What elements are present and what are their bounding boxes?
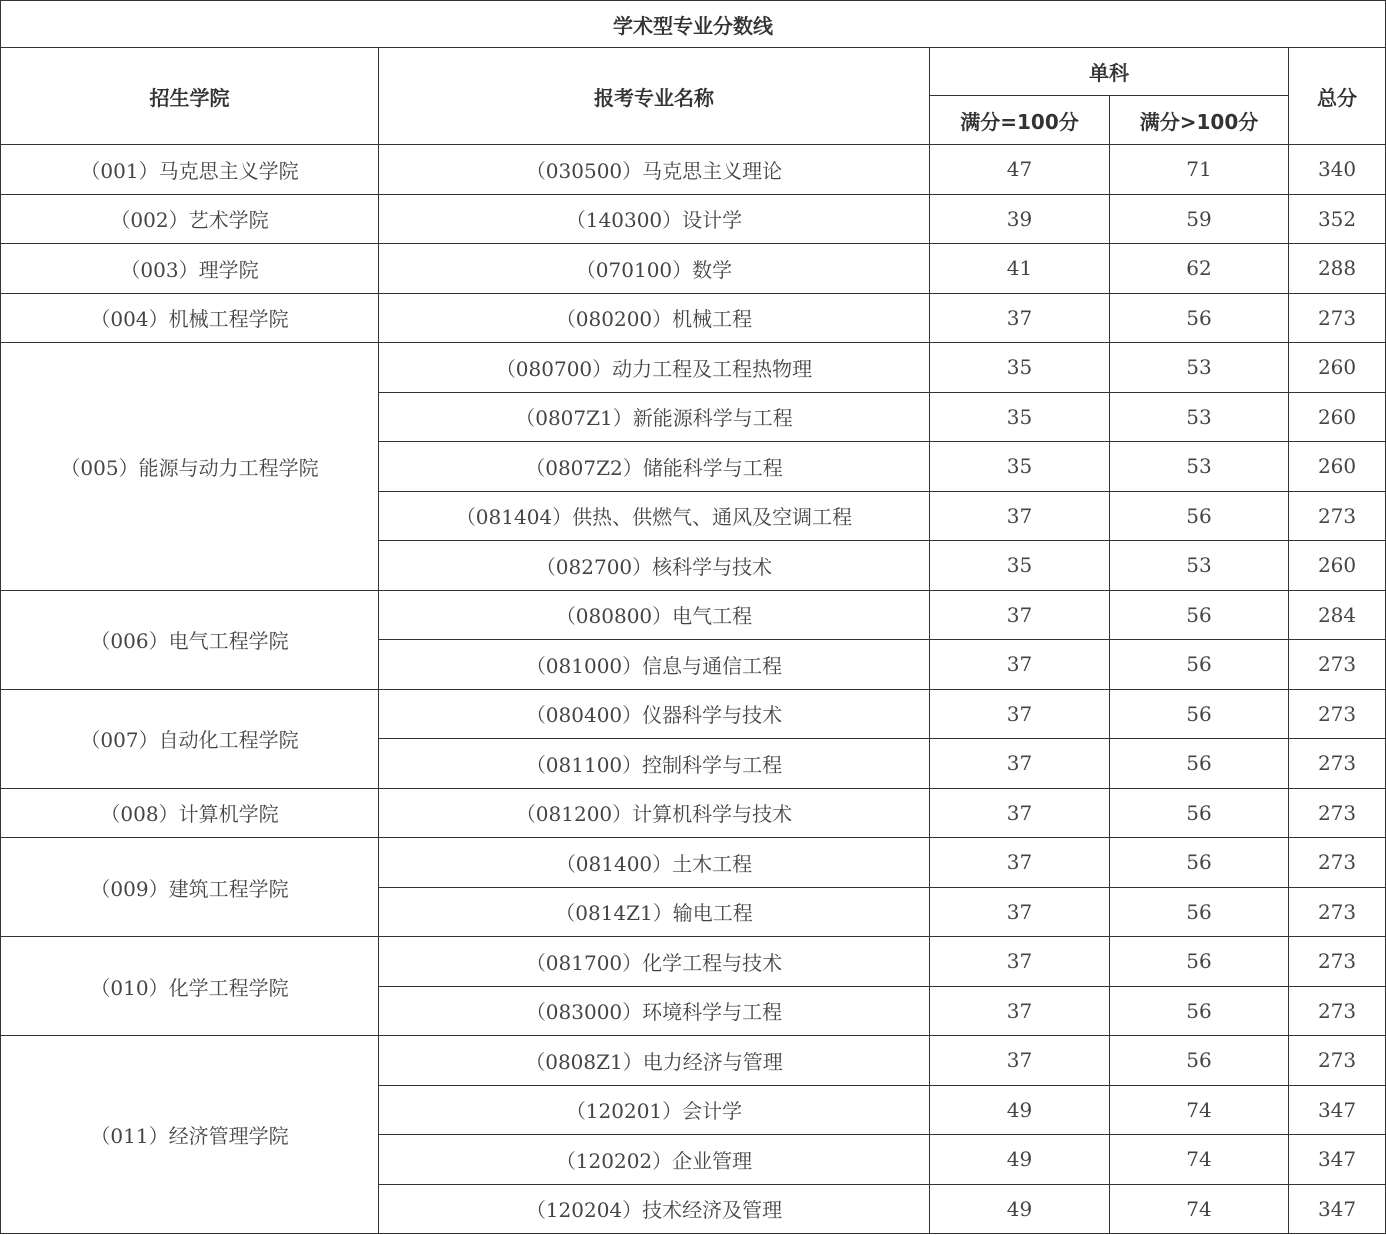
cell-major: （081100）控制科学与工程 — [379, 739, 930, 789]
cell-score-full-gt-100: 56 — [1110, 739, 1289, 789]
cell-total-score: 284 — [1289, 590, 1386, 640]
cell-major: （081200）计算机科学与技术 — [379, 788, 930, 838]
cell-major: （120201）会计学 — [379, 1085, 930, 1135]
cell-college: （005）能源与动力工程学院 — [1, 343, 379, 591]
cell-score-full-eq-100: 37 — [930, 689, 1110, 739]
cell-score-full-gt-100: 74 — [1110, 1085, 1289, 1135]
cell-score-full-eq-100: 37 — [930, 590, 1110, 640]
cell-score-full-gt-100: 53 — [1110, 392, 1289, 442]
cell-total-score: 273 — [1289, 739, 1386, 789]
cell-total-score: 273 — [1289, 788, 1386, 838]
cell-total-score: 273 — [1289, 887, 1386, 937]
table-row — [1, 343, 1386, 393]
cell-score-full-eq-100: 49 — [930, 1085, 1110, 1135]
cell-total-score: 273 — [1289, 986, 1386, 1036]
table-row — [1, 590, 1386, 640]
cell-score-full-eq-100: 37 — [930, 739, 1110, 789]
cell-college: （008）计算机学院 — [1, 788, 379, 838]
cell-total-score: 340 — [1289, 145, 1386, 195]
cell-major: （0807Z1）新能源科学与工程 — [379, 392, 930, 442]
cell-score-full-eq-100: 37 — [930, 986, 1110, 1036]
table-row — [1, 194, 1386, 244]
cell-total-score: 347 — [1289, 1184, 1386, 1234]
cell-score-full-gt-100: 56 — [1110, 986, 1289, 1036]
cell-college: （006）电气工程学院 — [1, 590, 379, 689]
cell-total-score: 347 — [1289, 1085, 1386, 1135]
cell-score-full-eq-100: 35 — [930, 392, 1110, 442]
header-single-subject: 单科 — [930, 48, 1289, 96]
cell-major: （0808Z1）电力经济与管理 — [379, 1036, 930, 1086]
cell-major: （030500）马克思主义理论 — [379, 145, 930, 195]
table-body — [1, 145, 1386, 1234]
cell-score-full-gt-100: 56 — [1110, 838, 1289, 888]
cell-total-score: 273 — [1289, 838, 1386, 888]
cell-score-full-eq-100: 41 — [930, 244, 1110, 294]
cell-major: （083000）环境科学与工程 — [379, 986, 930, 1036]
cell-score-full-gt-100: 62 — [1110, 244, 1289, 294]
cell-score-full-eq-100: 37 — [930, 640, 1110, 690]
cell-score-full-gt-100: 56 — [1110, 640, 1289, 690]
cell-score-full-eq-100: 49 — [930, 1184, 1110, 1234]
header-full-eq-100: 满分=100分 — [930, 96, 1110, 145]
cell-major: （081400）土木工程 — [379, 838, 930, 888]
cell-score-full-gt-100: 56 — [1110, 689, 1289, 739]
cell-major: （081404）供热、供燃气、通风及空调工程 — [379, 491, 930, 541]
cell-major: （080700）动力工程及工程热物理 — [379, 343, 930, 393]
table-title: 学术型专业分数线 — [1, 1, 1386, 48]
cell-total-score: 352 — [1289, 194, 1386, 244]
cell-total-score: 273 — [1289, 1036, 1386, 1086]
cell-score-full-eq-100: 49 — [930, 1135, 1110, 1185]
cell-score-full-eq-100: 35 — [930, 541, 1110, 591]
cell-total-score: 260 — [1289, 541, 1386, 591]
table-row — [1, 244, 1386, 294]
cell-major: （081700）化学工程与技术 — [379, 937, 930, 987]
table-row — [1, 1036, 1386, 1086]
cell-score-full-eq-100: 37 — [930, 491, 1110, 541]
cell-college: （004）机械工程学院 — [1, 293, 379, 343]
table-row — [1, 788, 1386, 838]
cell-score-full-gt-100: 56 — [1110, 887, 1289, 937]
cell-major: （120204）技术经济及管理 — [379, 1184, 930, 1234]
table-row — [1, 838, 1386, 888]
cell-total-score: 273 — [1289, 293, 1386, 343]
cell-major: （080800）电气工程 — [379, 590, 930, 640]
cell-score-full-gt-100: 59 — [1110, 194, 1289, 244]
cell-score-full-eq-100: 35 — [930, 343, 1110, 393]
cell-score-full-eq-100: 47 — [930, 145, 1110, 195]
cell-score-full-gt-100: 53 — [1110, 541, 1289, 591]
header-total: 总分 — [1289, 48, 1386, 145]
cell-total-score: 273 — [1289, 640, 1386, 690]
cell-total-score: 260 — [1289, 442, 1386, 492]
cell-total-score: 288 — [1289, 244, 1386, 294]
cell-score-full-gt-100: 53 — [1110, 343, 1289, 393]
cell-total-score: 260 — [1289, 343, 1386, 393]
cell-major: （120202）企业管理 — [379, 1135, 930, 1185]
header-full-gt-100: 满分>100分 — [1110, 96, 1289, 145]
cell-total-score: 273 — [1289, 689, 1386, 739]
cell-score-full-gt-100: 56 — [1110, 293, 1289, 343]
cell-score-full-gt-100: 56 — [1110, 788, 1289, 838]
cell-score-full-eq-100: 35 — [930, 442, 1110, 492]
cell-college: （011）经济管理学院 — [1, 1036, 379, 1234]
cell-major: （082700）核科学与技术 — [379, 541, 930, 591]
header-major: 报考专业名称 — [379, 48, 930, 145]
cell-major: （080200）机械工程 — [379, 293, 930, 343]
cell-college: （003）理学院 — [1, 244, 379, 294]
cell-score-full-eq-100: 37 — [930, 788, 1110, 838]
table-row — [1, 145, 1386, 195]
cell-major: （070100）数学 — [379, 244, 930, 294]
cell-score-full-gt-100: 74 — [1110, 1184, 1289, 1234]
header-college: 招生学院 — [1, 48, 379, 145]
cell-total-score: 347 — [1289, 1135, 1386, 1185]
cell-college: （001）马克思主义学院 — [1, 145, 379, 195]
cell-total-score: 273 — [1289, 491, 1386, 541]
cell-major: （0807Z2）储能科学与工程 — [379, 442, 930, 492]
cell-college: （007）自动化工程学院 — [1, 689, 379, 788]
cell-score-full-gt-100: 53 — [1110, 442, 1289, 492]
cell-score-full-gt-100: 56 — [1110, 491, 1289, 541]
cell-score-full-eq-100: 37 — [930, 887, 1110, 937]
cell-college: （010）化学工程学院 — [1, 937, 379, 1036]
cell-score-full-gt-100: 56 — [1110, 1036, 1289, 1086]
table-row — [1, 689, 1386, 739]
cell-major: （140300）设计学 — [379, 194, 930, 244]
cell-major: （0814Z1）输电工程 — [379, 887, 930, 937]
table-row — [1, 937, 1386, 987]
cell-score-full-eq-100: 37 — [930, 937, 1110, 987]
cell-score-full-eq-100: 39 — [930, 194, 1110, 244]
cell-college: （002）艺术学院 — [1, 194, 379, 244]
cell-score-full-gt-100: 56 — [1110, 590, 1289, 640]
cell-total-score: 260 — [1289, 392, 1386, 442]
cell-major: （080400）仪器科学与技术 — [379, 689, 930, 739]
cell-score-full-gt-100: 74 — [1110, 1135, 1289, 1185]
cell-score-full-eq-100: 37 — [930, 293, 1110, 343]
table-row — [1, 293, 1386, 343]
cell-college: （009）建筑工程学院 — [1, 838, 379, 937]
cell-score-full-eq-100: 37 — [930, 1036, 1110, 1086]
cell-total-score: 273 — [1289, 937, 1386, 987]
cell-major: （081000）信息与通信工程 — [379, 640, 930, 690]
cell-score-full-gt-100: 56 — [1110, 937, 1289, 987]
cell-score-full-eq-100: 37 — [930, 838, 1110, 888]
cell-score-full-gt-100: 71 — [1110, 145, 1289, 195]
